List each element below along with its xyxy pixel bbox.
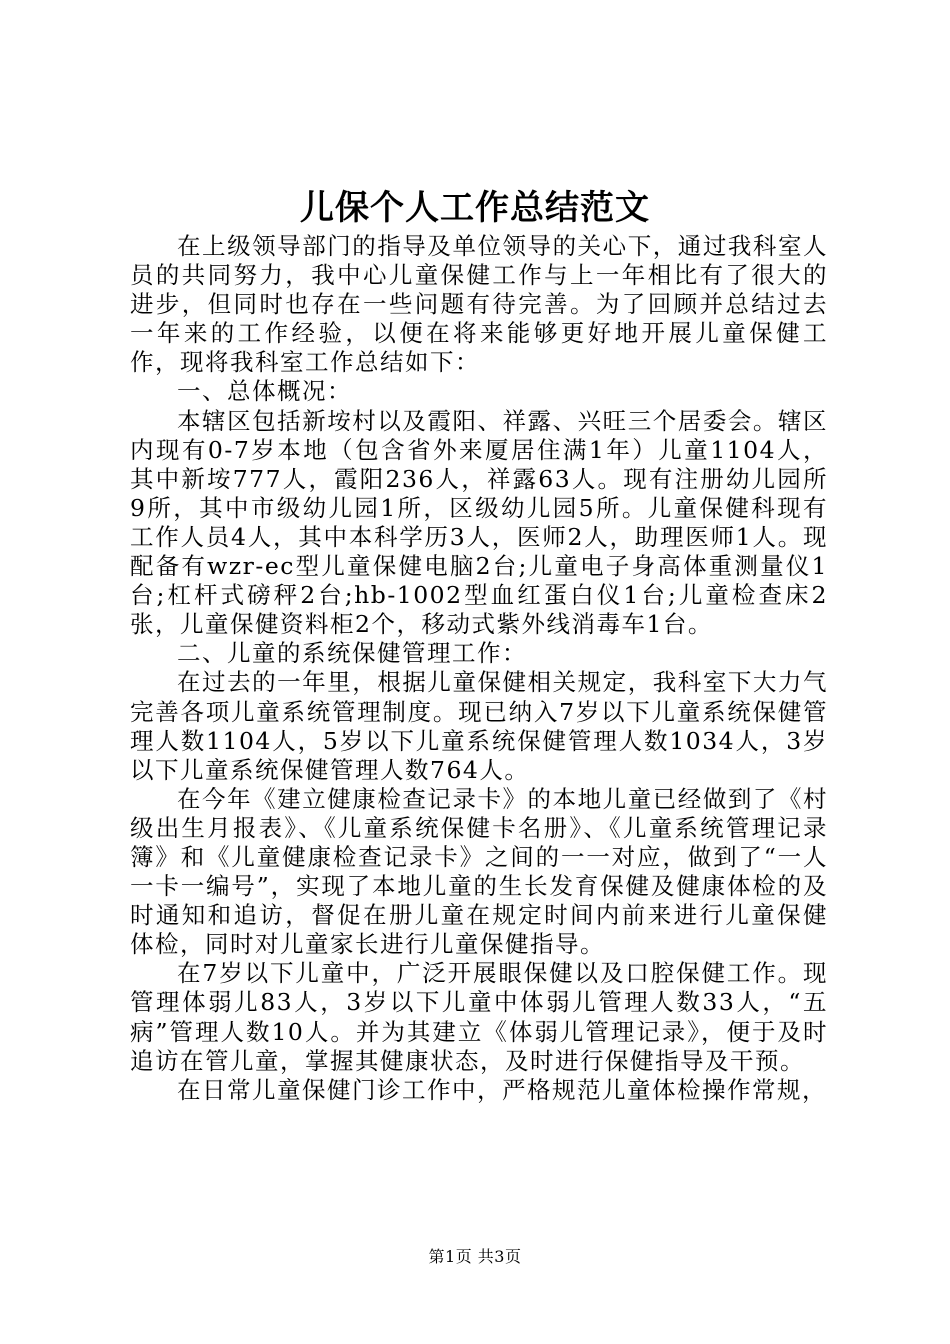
paragraph-overview: 本辖区包括新垵村以及霞阳、祥露、兴旺三个居委会。辖区内现有0-7岁本地（包含省外来厦居住满1年）儿童1104人，其中新垵777人，霞阳236人，祥露63人。现有注册幼儿园所9所，其中市级幼儿园1所，区级幼儿园5所。儿童保健科现有工作人员4人，其中本科学历3人，医师2人，助理医师1人。现配备有wzr-ec型儿童保健电脑2台;儿童电子身高体重测量仪1台;杠杆式磅秤2台;hb-1002型血红蛋白仪1台;儿童检查床2张，儿童保健资料柜2个，移动式紫外线消毒车1台。 [130, 406, 828, 639]
paragraph-system-management: 在过去的一年里，根据儿童保健相关规定，我科室下大力气完善各项儿童系统管理制度。现已纳入7岁以下儿童系统保健管理人数1104人，5岁以下儿童系统保健管理人数1034人，3岁以下儿童系统保健管理人数764人。 [130, 668, 828, 784]
page-footer: 第1页 共3页 [428, 1247, 522, 1266]
document-title: 儿保个人工作总结范文 [300, 188, 650, 228]
paragraph-eye-oral-care: 在7岁以下儿童中，广泛开展眼保健以及口腔保健工作。现管理体弱儿83人，3岁以下儿童中体弱儿管理人数33人，“五病”管理人数10人。并为其建立《体弱儿管理记录》，便于及时追访在管儿童，掌握其健康状态，及时进行保健指导及干预。 [130, 959, 828, 1075]
section-heading-overview: 一、总体概况： [177, 377, 352, 406]
document-body [130, 232, 828, 1105]
section-heading-system-management: 二、儿童的系统保健管理工作： [177, 639, 527, 668]
paragraph-clinic-work: 在日常儿童保健门诊工作中，严格规范儿童体检操作常规， [177, 1075, 827, 1104]
paragraph-intro: 在上级领导部门的指导及单位领导的关心下，通过我科室人员的共同努力，我中心儿童保健工作与上一年相比有了很大的进步，但同时也存在一些问题有待完善。为了回顾并总结过去一年来的工作经验，以便在将来能够更好地开展儿童保健工作，现将我科室工作总结如下： [130, 232, 828, 377]
paragraph-health-records: 在今年《建立健康检查记录卡》的本地儿童已经做到了《村级出生月报表》、《儿童系统保健卡名册》、《儿童系统管理记录簿》和《儿童健康检查记录卡》之间的一一对应，做到了“一人一卡一编号”，实现了本地儿童的生长发育保健及健康体检的及时通知和追访，督促在册儿童在规定时间内前来进行儿童保健体检，同时对儿童家长进行儿童保健指导。 [130, 784, 828, 959]
